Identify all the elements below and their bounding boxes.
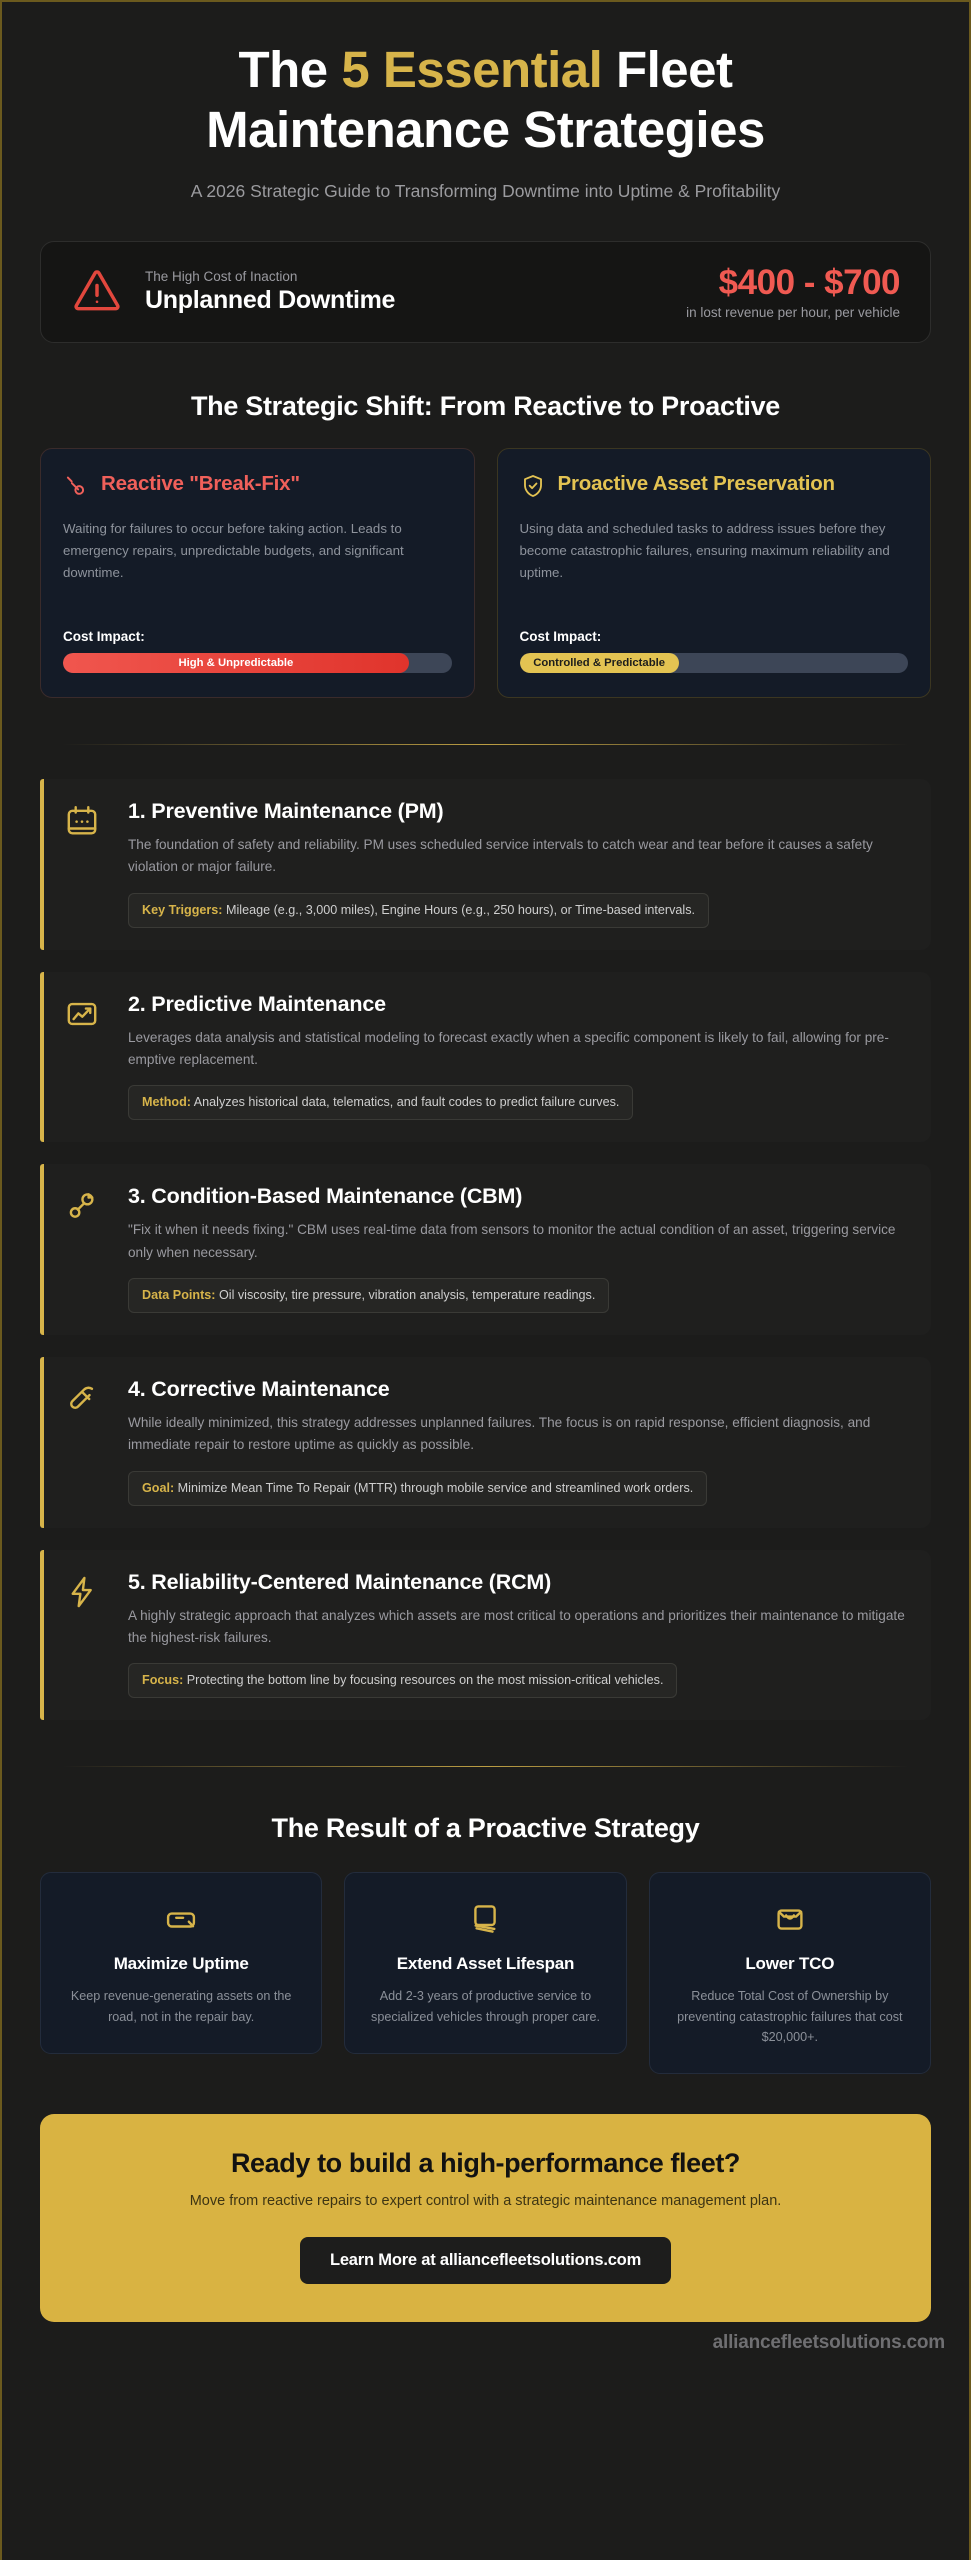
strategy-body-5 <box>128 1570 907 1699</box>
reactive-cost-label: Cost Impact: <box>63 629 145 645</box>
strategy-body-2 <box>128 992 907 1121</box>
strategy-pill-label-2: Method: <box>142 1095 191 1110</box>
proactive-cost-label: Cost Impact: <box>519 629 602 645</box>
strategy-pill-1 <box>128 893 709 928</box>
strategy-card-4 <box>40 1357 931 1528</box>
wallet-savings-icon <box>668 1901 912 1937</box>
reactive-cost-bar-fill: High & Unpredictable <box>63 653 409 673</box>
cta-subtext: Move from reactive repairs to expert control with a strategic maintenance management plan. <box>189 2193 782 2210</box>
trend-chart-icon <box>64 992 108 1121</box>
reactive-card <box>40 448 475 698</box>
strategy-description-2: Leverages data analysis and statistical modeling to forecast exactly when a specific component is likely to fail, allowing for pre-emptive replacement. <box>128 1029 889 1068</box>
alert-price-note: in lost revenue per hour, per vehicle <box>686 305 900 321</box>
strategy-body-1 <box>128 799 907 928</box>
result-title-3: Lower TCO <box>745 1954 835 1974</box>
cta-section <box>2 2074 969 2322</box>
strategy-title-5: 5. Reliability-Centered Maintenance (RCM) <box>128 1569 552 1594</box>
cta-card <box>40 2114 931 2322</box>
strategy-title-1: 1. Preventive Maintenance (PM) <box>128 799 444 824</box>
page-subtitle: A 2026 Strategic Guide to Transforming Downtime into Uptime & Profitability <box>190 181 781 202</box>
strategy-pill-text-3: Oil viscosity, tire pressure, vibration analysis, temperature readings. <box>215 1288 596 1303</box>
reactive-cost-bar <box>63 653 452 673</box>
strategy-list <box>2 745 969 1720</box>
results-cards <box>2 1844 969 2074</box>
gauge-sensor-icon <box>64 1184 108 1313</box>
alert-section <box>2 205 969 344</box>
title-line-2: Maintenance Strategies <box>206 100 765 158</box>
cta-heading: Ready to build a high-performance fleet? <box>230 2148 741 2179</box>
strategy-pill-label-3: Data Points: <box>142 1288 216 1303</box>
strategy-description-4: While ideally minimized, this strategy addresses unplanned failures. The focus is on rapid response, efficient diagnosis, and immediate repair to restore uptime as quickly as possible. <box>128 1414 871 1453</box>
strategy-pill-text-4: Minimize Mean Time To Repair (MTTR) through mobile service and streamlined work orders. <box>174 1480 694 1495</box>
shield-check-icon <box>520 471 546 504</box>
result-description-2: Add 2-3 years of productive service to specialized vehicles through proper care. <box>371 1989 600 2024</box>
strategy-pill-label-1: Key Triggers: <box>142 902 223 917</box>
result-description-3: Reduce Total Cost of Ownership by preventing catastrophic failures that cost $20,000+. <box>677 1989 903 2044</box>
title-part-2: Fleet <box>602 41 733 98</box>
strategy-pill-3 <box>128 1278 609 1313</box>
strategy-pill-label-4: Goal: <box>142 1480 175 1495</box>
strategy-pill-2 <box>128 1085 633 1120</box>
compare-cards <box>2 422 969 698</box>
reactive-card-header <box>63 471 452 504</box>
title-accent: 5 Essential <box>341 41 603 98</box>
strategy-pill-4 <box>128 1471 707 1506</box>
warning-triangle-icon <box>71 266 123 318</box>
learn-more-button[interactable]: Learn More at alliancefleetsolutions.com <box>300 2237 671 2284</box>
strategy-title-4: 4. Corrective Maintenance <box>128 1377 390 1402</box>
proactive-card <box>497 448 932 698</box>
proactive-cost-bar <box>520 653 909 673</box>
title-part-1: The <box>238 41 342 98</box>
footer-watermark: alliancefleetsolutions.com <box>712 2332 945 2354</box>
alert-text-block <box>145 269 395 315</box>
strategy-description-3: "Fix it when it needs fixing." CBM uses real-time data from sensors to monitor the actual condition of an asset, triggering service only when necessary. <box>128 1222 896 1260</box>
strategy-body-3 <box>128 1184 907 1313</box>
shift-section-title: The Strategic Shift: From Reactive to Proactive <box>190 391 781 422</box>
strategy-card-5 <box>40 1550 931 1721</box>
calendar-icon <box>64 799 108 928</box>
page-title <box>62 40 909 159</box>
strategy-description-1: The foundation of safety and reliability. PM uses scheduled service intervals to catch wear and tear before it causes a safety violation or major failure. <box>128 836 873 875</box>
strategy-pill-text-2: Analyzes historical data, telematics, and fault codes to predict failure curves. <box>190 1095 620 1110</box>
alert-headline: Unplanned Downtime <box>145 285 396 314</box>
downtime-alert-card <box>40 241 931 344</box>
broken-wrench-icon <box>63 471 89 504</box>
strategy-card-1 <box>40 779 931 950</box>
monitor-asset-icon <box>363 1901 607 1937</box>
result-description-1: Keep revenue-generating assets on the road, not in the repair bay. <box>70 1989 292 2024</box>
proactive-card-header <box>520 471 909 504</box>
proactive-cost-bar-fill: Controlled & Predictable <box>520 653 679 673</box>
strategy-card-2 <box>40 972 931 1143</box>
proactive-card-description: Using data and scheduled tasks to address issues before they become catastrophic failures, ensuring maximum reliability and uptime. <box>519 521 890 581</box>
strategy-card-3 <box>40 1164 931 1335</box>
lightning-bolt-icon <box>64 1570 108 1699</box>
truck-front-icon <box>59 1901 303 1937</box>
alert-price: $400 - $700 <box>718 262 900 302</box>
result-card-3 <box>649 1872 931 2074</box>
results-section-title: The Result of a Proactive Strategy <box>271 1813 700 1844</box>
result-title-2: Extend Asset Lifespan <box>396 1954 575 1974</box>
wrench-repair-icon <box>64 1377 108 1506</box>
strategy-pill-label-5: Focus: <box>142 1673 184 1688</box>
strategy-pill-text-1: Mileage (e.g., 3,000 miles), Engine Hours (e.g., 250 hours), or Time-based intervals. <box>222 902 695 917</box>
strategy-title-2: 2. Predictive Maintenance <box>128 991 386 1016</box>
strategy-pill-text-5: Protecting the bottom line by focusing resources on the most mission-critical vehicles. <box>183 1673 664 1688</box>
alert-right <box>686 264 900 321</box>
proactive-card-title: Proactive Asset Preservation <box>557 472 835 496</box>
reactive-card-description: Waiting for failures to occur before taking action. Leads to emergency repairs, unpredictable budgets, and significant downtime. <box>63 521 404 581</box>
alert-kicker: The High Cost of Inaction <box>145 268 298 284</box>
result-card-1 <box>40 1872 322 2054</box>
strategy-pill-5 <box>128 1663 677 1698</box>
alert-left <box>71 266 664 318</box>
reactive-card-title: Reactive "Break-Fix" <box>101 472 300 496</box>
hero-section <box>2 2 969 205</box>
strategy-body-4 <box>128 1377 907 1506</box>
strategy-title-3: 3. Condition-Based Maintenance (CBM) <box>128 1184 523 1209</box>
result-card-2 <box>344 1872 626 2054</box>
result-title-1: Maximize Uptime <box>113 1954 249 1974</box>
strategy-description-5: A highly strategic approach that analyzes which assets are most critical to operations and prioritizes their maintenance to mitigate the highest-risk failures. <box>128 1607 905 1645</box>
